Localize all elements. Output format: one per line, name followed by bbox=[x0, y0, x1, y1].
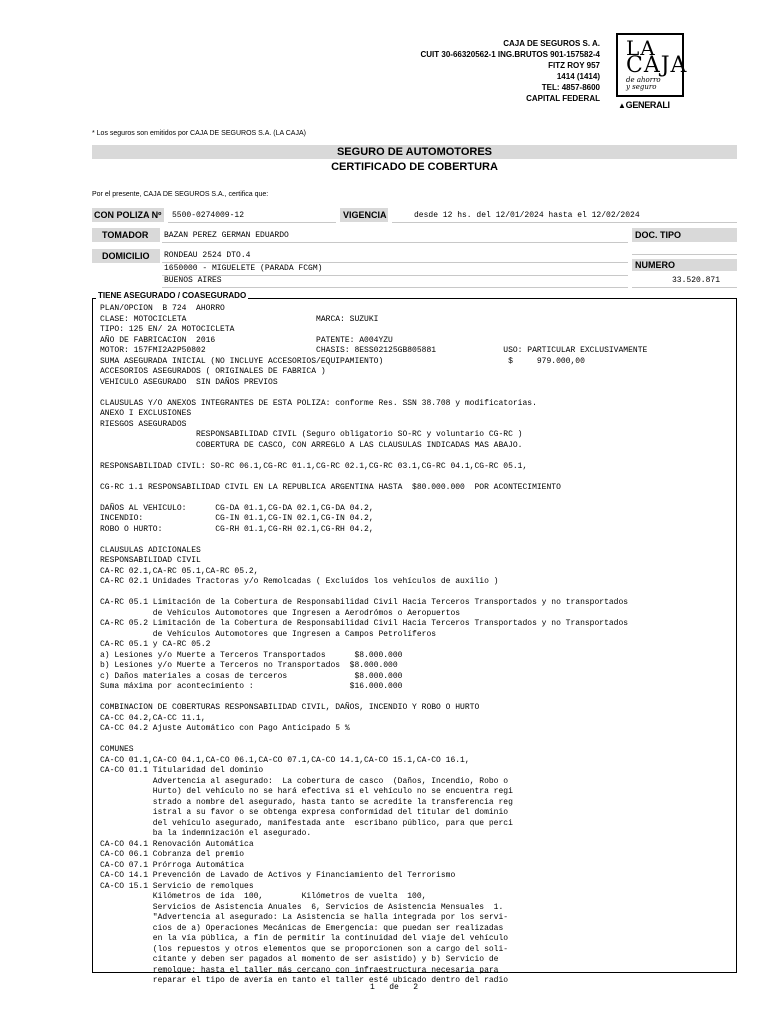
coverage-line: Kilómetros de ida 100, Kilómetros de vuelta 100, bbox=[100, 892, 427, 901]
coverage-line: AÑO DE FABRICACION 2016 PATENTE: A004YZU bbox=[100, 335, 393, 345]
coverage-line: CA-CO 01.1 Titularidad del dominio bbox=[100, 766, 264, 775]
coverage-line: VEHICULO ASEGURADO SIN DAÑOS PREVIOS bbox=[100, 377, 278, 387]
coverage-line: ROBO O HURTO: CG-RH 01.1,CG-RH 02.1,CG-RH 04.2, bbox=[100, 524, 374, 534]
coverage-line: remolque: hasta el taller más cercano con infraestructura necesaria para bbox=[100, 965, 499, 975]
la-caja-logo bbox=[616, 33, 688, 97]
company-info bbox=[421, 38, 601, 104]
certification-line: Por el presente, CAJA DE SEGUROS S.A., certifica que: bbox=[92, 191, 269, 198]
coverage-line: CLASE: MOTOCICLETA MARCA: SUZUKI bbox=[100, 314, 379, 324]
domicilio-line2: 1650000 - MIGUELETE (PARADA FCGM) bbox=[164, 264, 323, 273]
company-line: FITZ ROY 957 bbox=[548, 61, 600, 70]
coverage-line: Servicios de Asistencia Anuales 6, Servicios de Asistencia Mensuales 1. bbox=[100, 902, 504, 912]
coverage-line: ACCESORIOS ASEGURADOS ( ORIGINALES DE FABRICA ) bbox=[100, 367, 326, 376]
company-line: CUIT 30-66320562-1 ING.BRUTOS 901-157582-4 bbox=[420, 50, 600, 59]
coverage-line: RESPONSABILIDAD CIVIL: SO-RC 06.1,CG-RC 01.1,CG-RC 02.1,CG-RC 03.1,CG-RC 04.1,CG-RC 05.1, bbox=[100, 461, 528, 471]
coverage-line: a) Lesiones y/o Muerte a Terceros Transportados $8.000.000 bbox=[100, 650, 403, 660]
generali-logo: ▲GENERALI bbox=[618, 100, 670, 110]
coverage-line: CA-RC 02.1 Unidades Tractoras y/o Remolcadas ( Excluídos los vehículos de auxilio ) bbox=[100, 577, 499, 586]
coverage-line: MOTOR: 157FMI2A2P50802 CHASIS: 8ESS02125GB805881 USO: PARTICULAR EXCLUSIVAMENTE bbox=[100, 346, 648, 355]
coverage-line: CA-RC 05.1 y CA-RC 05.2 bbox=[100, 640, 211, 649]
coverage-line: citante y deben ser pagados al momento de ser asistido) y b) Servicio de bbox=[100, 955, 499, 964]
domicilio-label: DOMICILIO bbox=[92, 249, 160, 263]
lion-icon: ▲ bbox=[618, 101, 626, 110]
coverage-line: CA-RC 05.1 Limitación de la Cobertura de Responsabilidad Civil Hacia Terceros Transportados y no transportados bbox=[100, 598, 629, 607]
coverage-line: COMBINACION DE COBERTURAS RESPONSABILIDAD CIVIL, DAÑOS, INCENDIO Y ROBO O HURTO bbox=[100, 703, 480, 712]
coverage-line bbox=[100, 451, 647, 462]
domicilio-line3: BUENOS AIRES bbox=[164, 276, 222, 285]
issuer-note: * Los seguros son emitidos por CAJA DE SEGUROS S.A. (LA CAJA) bbox=[92, 130, 306, 137]
coverage-line: CA-CO 15.1 Servicio de remolques bbox=[100, 881, 254, 891]
coverage-line: CLAUSULAS Y/O ANEXOS INTEGRANTES DE ESTA POLIZA: conforme Res. SSN 38.708 y modificatorias. bbox=[100, 398, 537, 408]
coverage-line: CA-CO 01.1,CA-CO 04.1,CA-CO 06.1,CA-CO 07.1,CA-CO 14.1,CA-CO 15.1,CA-CO 16.1, bbox=[100, 755, 470, 765]
numero-label: NUMERO bbox=[632, 259, 737, 271]
numero-value: 33.520.871 bbox=[672, 276, 721, 285]
coverage-line: RIESGOS ASEGURADOS bbox=[100, 419, 187, 429]
company-line: CAJA DE SEGUROS S. A. bbox=[503, 39, 600, 48]
coverage-line: de Vehículos Automotores que Ingresen a Campos Petrolíferos bbox=[100, 629, 437, 639]
page-number: 1 de 2 bbox=[370, 983, 419, 992]
coverage-line: CA-CC 04.2,CA-CC 11.1, bbox=[100, 713, 206, 723]
coverage-line: TIPO: 125 EN/ 2A MOTOCICLETA bbox=[100, 325, 235, 334]
coverage-line: CA-RC 05.2 Limitación de la Cobertura de Responsabilidad Civil Hacia Terceros Transportados y no Transportados bbox=[100, 619, 629, 628]
coverage-line: ANEXO I EXCLUSIONES bbox=[100, 409, 192, 418]
poliza-label: CON POLIZA Nº bbox=[92, 208, 164, 222]
coverage-line: PLAN/OPCION B 724 AHORRO bbox=[100, 304, 225, 313]
coverage-line: RESPONSABILIDAD CIVIL (Seguro obligatorio SO-RC y voluntario CG-RC ) bbox=[100, 430, 523, 439]
coverage-line: COBERTURA DE CASCO, CON ARREGLO A LAS CLAUSULAS INDICADAS MAS ABAJO. bbox=[100, 440, 523, 450]
coverage-line: en la vía pública, a fin de permitir la continuidad del viaje del vehículo bbox=[100, 934, 509, 943]
coverage-line bbox=[100, 472, 647, 483]
coverage-line: de Vehículos Automotores que Ingresen a Aerodrómos o Aeropuertos bbox=[100, 608, 461, 618]
coverage-line: CA-CO 04.1 Renovación Automática bbox=[100, 839, 254, 849]
coverage-line: Suma máxima por acontecimiento : $16.000.000 bbox=[100, 682, 403, 691]
coverage-line: c) Daños materiales a cosas de terceros $8.000.000 bbox=[100, 671, 403, 681]
coverage-line: CLAUSULAS ADICIONALES bbox=[100, 545, 201, 555]
tomador-label: TOMADOR bbox=[92, 228, 160, 242]
tomador-value: BAZAN PEREZ GERMAN EDUARDO bbox=[164, 231, 289, 240]
coverage-line: (los repuestos y otros elementos que se proporcionen son a cargo del soli- bbox=[100, 944, 509, 954]
coverage-line bbox=[100, 735, 647, 746]
coverage-line: reparar el tipo de avería en tanto el taller esté ubicado dentro del radio bbox=[100, 976, 509, 985]
coverage-line bbox=[100, 493, 647, 504]
box-legend: TIENE ASEGURADO / COASEGURADO bbox=[98, 291, 247, 300]
coverage-line: Hurto) del vehículo no se hará efectiva si el vehículo no se encuentra regi bbox=[100, 787, 513, 796]
logo-la-text: LA bbox=[626, 36, 656, 60]
company-line: CAPITAL FEDERAL bbox=[526, 94, 600, 103]
coverage-line: istral a su favor o se obtenga expresa conformidad del titular del dominio bbox=[100, 808, 509, 817]
coverage-line: strado a nombre del asegurado, hasta tanto se acredite la transferencia reg bbox=[100, 797, 513, 807]
domicilio-line1: RONDEAU 2524 DTO.4 bbox=[164, 251, 251, 260]
coverage-line: "Advertencia al asegurado: La Asistencia se halla integrada por los servi- bbox=[100, 913, 509, 922]
doc-tipo-label: DOC. TIPO bbox=[632, 228, 737, 242]
coverage-line bbox=[100, 693, 647, 704]
coverage-line bbox=[100, 588, 647, 599]
company-line: TEL: 4857-8600 bbox=[541, 83, 600, 92]
coverage-line bbox=[100, 388, 647, 399]
coverage-line: ba la indemnización el asegurado. bbox=[100, 829, 312, 838]
coverage-line: CA-CO 06.1 Cobranza del premio bbox=[100, 850, 245, 859]
coverage-line: CA-CO 07.1 Prórroga Automática bbox=[100, 860, 245, 870]
logo-caja-text: CAJA bbox=[626, 53, 688, 78]
coverage-line: Advertencia al asegurado: La cobertura de casco (Daños, Incendio, Robo o bbox=[100, 776, 509, 786]
coverage-line: DAÑOS AL VEHICULO: CG-DA 01.1,CG-DA 02.1,CG-DA 04.2, bbox=[100, 503, 374, 513]
coverage-line: CA-RC 02.1,CA-RC 05.1,CA-RC 05.2, bbox=[100, 566, 259, 576]
coverage-line: SUMA ASEGURADA INICIAL (NO INCLUYE ACCESORIOS/EQUIPAMIENTO) $ 979.000,00 bbox=[100, 356, 585, 366]
coverage-line: cios de a) Operaciones Mecánicas de Emergencia: que puedan ser realizadas bbox=[100, 923, 504, 933]
coverage-line: INCENDIO: CG-IN 01.1,CG-IN 02.1,CG-IN 04.2, bbox=[100, 514, 374, 523]
vigencia-label: VIGENCIA bbox=[340, 208, 388, 222]
poliza-value: 5500-0274009-12 bbox=[172, 211, 245, 220]
page-title: SEGURO DE AUTOMOTORES bbox=[92, 145, 737, 159]
page-subtitle: CERTIFICADO DE COBERTURA bbox=[331, 161, 498, 173]
coverage-line: RESPONSABILIDAD CIVIL bbox=[100, 556, 201, 565]
logo-subtitle: de ahorro y seguro bbox=[626, 76, 661, 91]
coverage-details bbox=[100, 304, 647, 987]
company-line: 1414 (1414) bbox=[556, 72, 600, 81]
coverage-line: del vehículo asegurado, manifestada ante escribano público, para que perci bbox=[100, 818, 513, 828]
vigencia-value: desde 12 hs. del 12/01/2024 hasta el 12/02/2024 bbox=[414, 211, 640, 220]
coverage-line: CA-CO 14.1 Prevención de Lavado de Activos y Financiamiento del Terrorismo bbox=[100, 871, 456, 880]
coverage-line: CA-CC 04.2 Ajuste Automático con Pago Anticipado 5 % bbox=[100, 724, 350, 733]
coverage-line bbox=[100, 535, 647, 546]
coverage-line: b) Lesiones y/o Muerte a Terceros no Transportados $8.000.000 bbox=[100, 661, 398, 670]
coverage-line: CG-RC 1.1 RESPONSABILIDAD CIVIL EN LA REPUBLICA ARGENTINA HASTA $80.000.000 POR ACONTECIMIENTO bbox=[100, 482, 561, 492]
coverage-line: COMUNES bbox=[100, 745, 134, 754]
